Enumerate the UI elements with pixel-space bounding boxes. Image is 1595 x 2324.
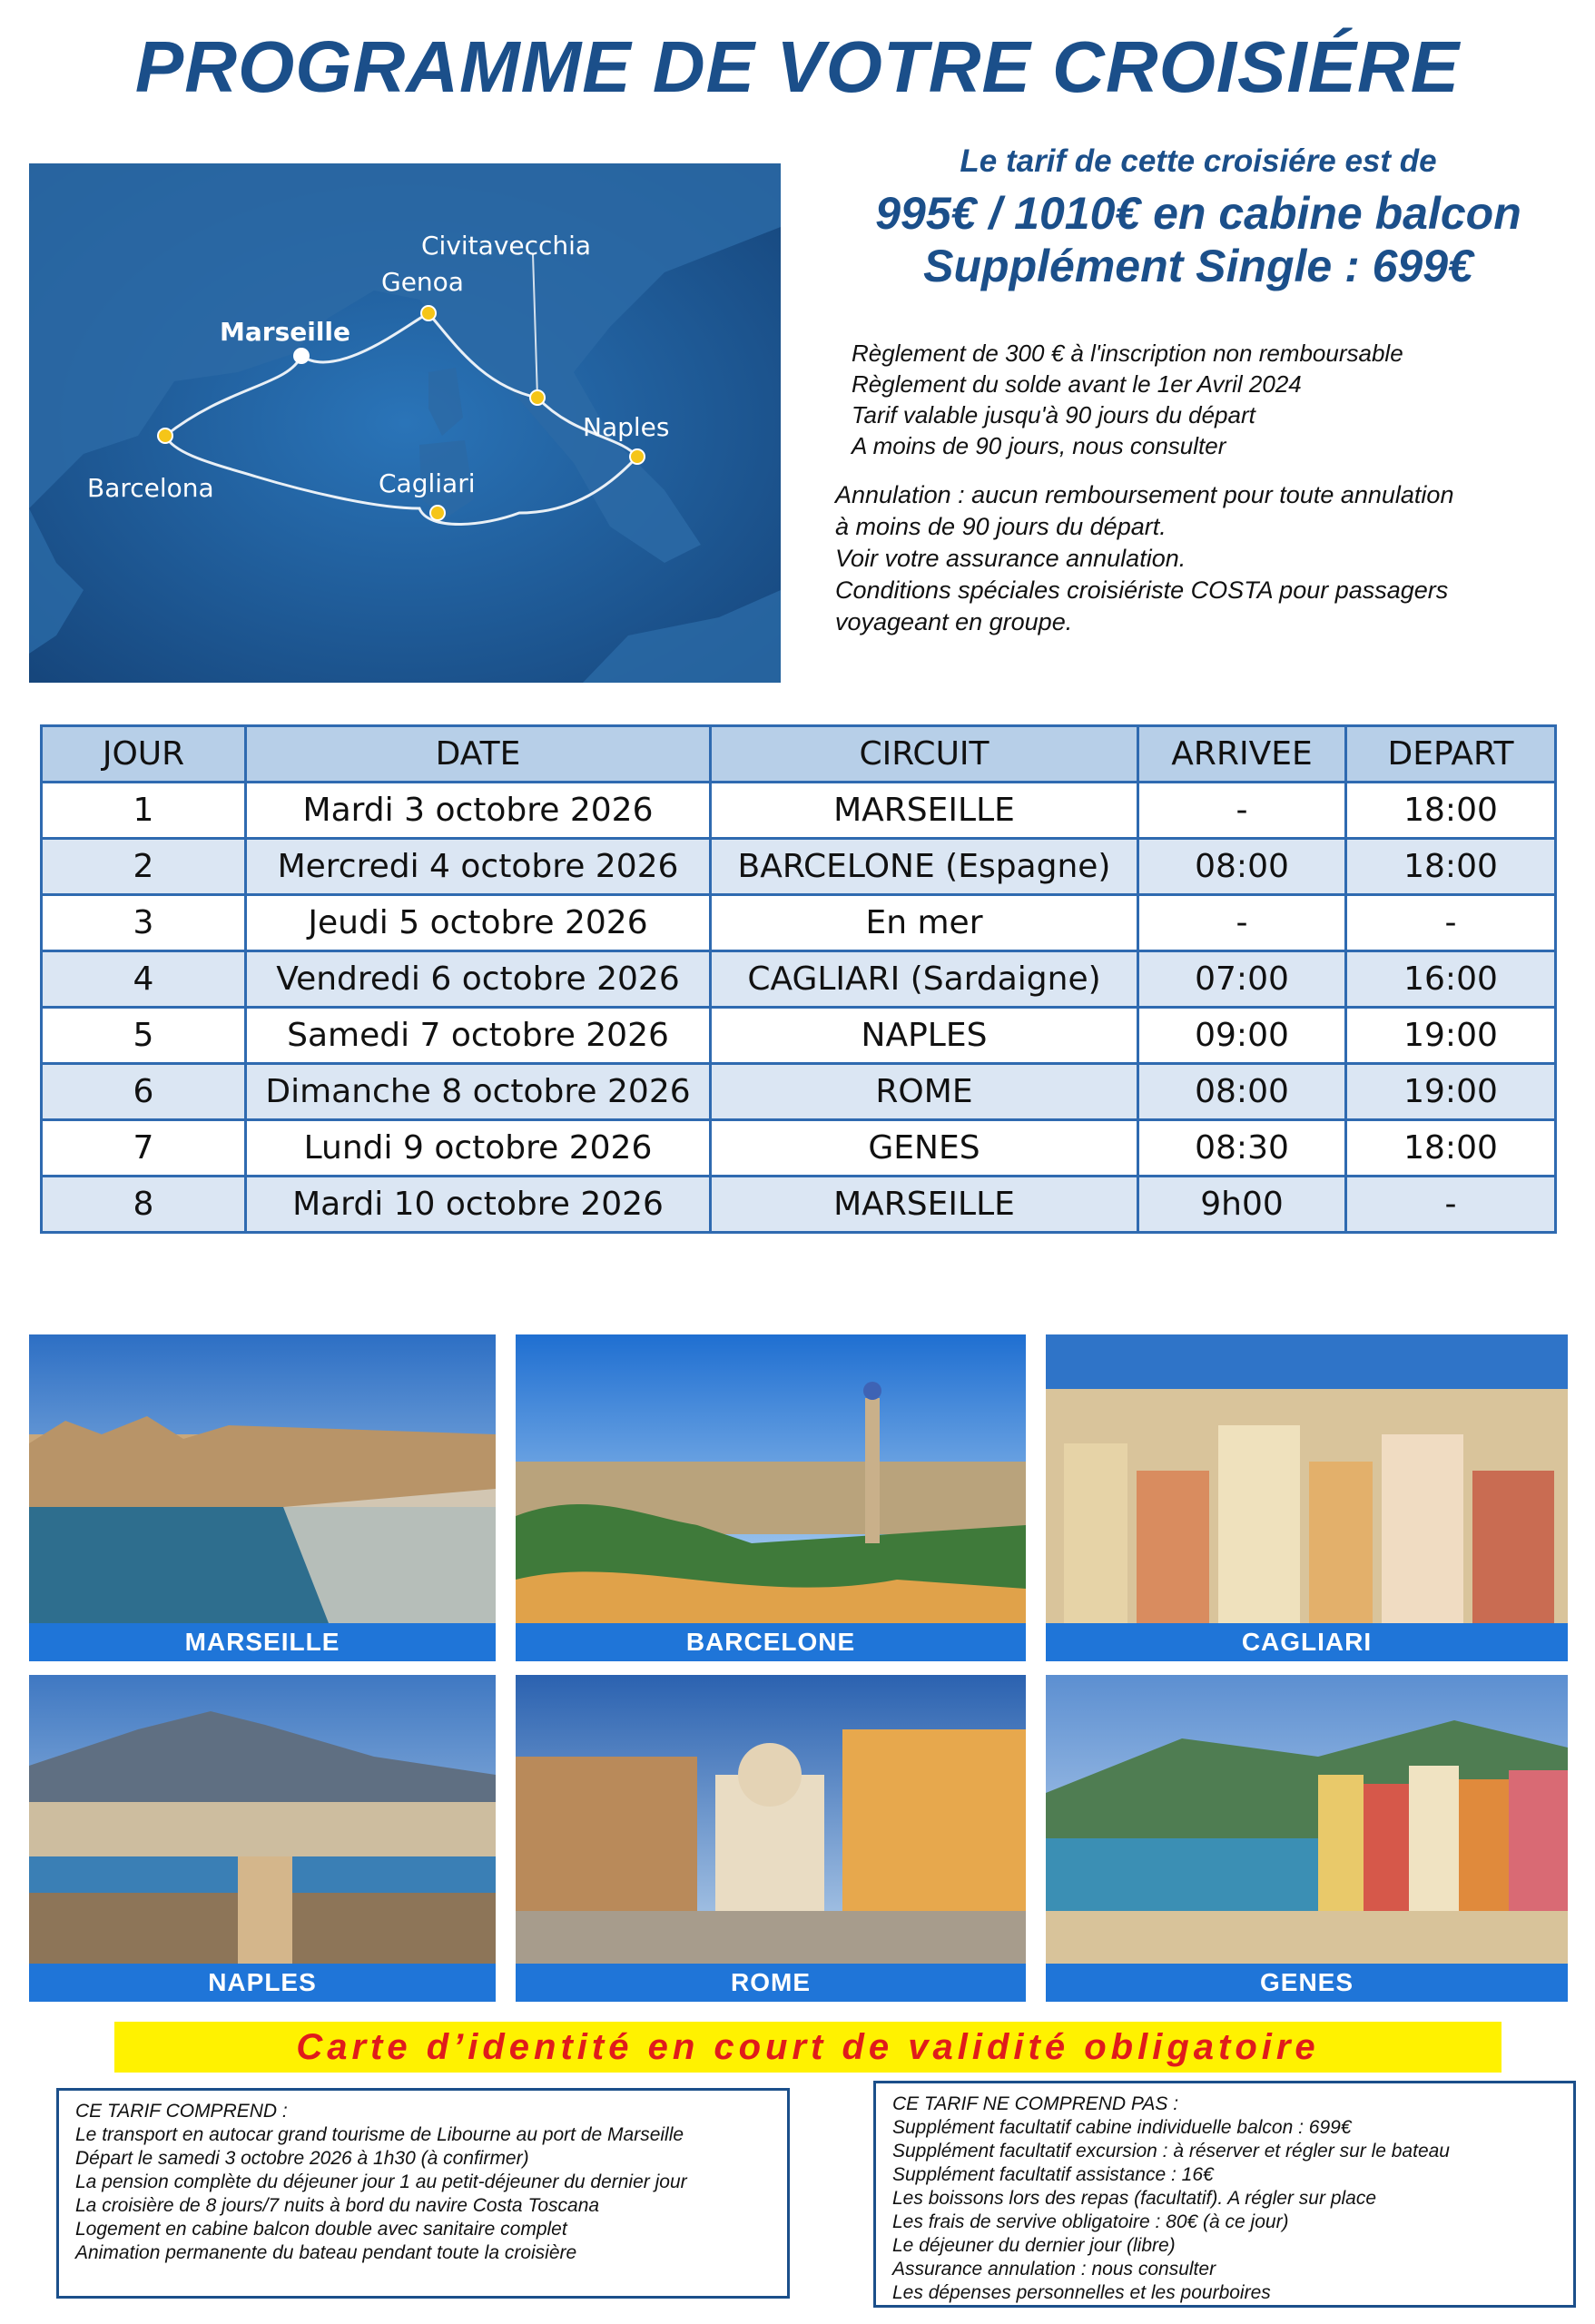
header-arrivee: ARRIVEE bbox=[1138, 726, 1346, 783]
table-row bbox=[42, 951, 1556, 1008]
table-header-row bbox=[42, 726, 1556, 783]
header-jour: JOUR bbox=[42, 726, 246, 783]
photo-label: GENES bbox=[1046, 1964, 1568, 2002]
cell-arrivee: 09:00 bbox=[1138, 1008, 1346, 1064]
excluded-title: CE TARIF NE COMPREND PAS : bbox=[892, 2093, 1179, 2114]
photo-label: ROME bbox=[516, 1964, 1026, 2002]
excluded-item: Supplément facultatif assistance : 16€ bbox=[892, 2164, 1214, 2185]
cell-jour: 8 bbox=[42, 1177, 246, 1233]
page-title: PROGRAMME DE VOTRE CROISIÉRE bbox=[134, 26, 1461, 107]
cancel-line: Conditions spéciales croisiériste COSTA pour passagers bbox=[835, 576, 1449, 604]
excluded-box bbox=[873, 2081, 1576, 2308]
label-cagliari: Cagliari bbox=[379, 468, 476, 498]
payment-line: Règlement de 300 € à l'inscription non remboursable bbox=[852, 340, 1403, 367]
cell-date: Lundi 9 octobre 2026 bbox=[246, 1120, 711, 1177]
photo-naples bbox=[29, 1675, 496, 2002]
payment-line: A moins de 90 jours, nous consulter bbox=[852, 432, 1226, 459]
label-civitavecchia: Civitavecchia bbox=[421, 231, 592, 261]
included-item: Départ le samedi 3 octobre 2026 à 1h30 (à confirmer) bbox=[75, 2148, 529, 2169]
table-row bbox=[42, 895, 1556, 951]
cell-circuit: En mer bbox=[711, 895, 1138, 951]
header-depart: DEPART bbox=[1346, 726, 1556, 783]
marseille-photo-image bbox=[29, 1334, 496, 1661]
cell-date: Mercredi 4 octobre 2026 bbox=[246, 839, 711, 895]
photo-label: NAPLES bbox=[29, 1964, 496, 2002]
cell-arrivee: - bbox=[1138, 783, 1346, 839]
cell-depart: 16:00 bbox=[1346, 951, 1556, 1008]
port-marseille-marker bbox=[294, 349, 309, 363]
cell-circuit: CAGLIARI (Sardaigne) bbox=[711, 951, 1138, 1008]
photo-cagliari bbox=[1046, 1334, 1568, 1661]
port-genoa-marker bbox=[421, 306, 436, 320]
cell-jour: 2 bbox=[42, 839, 246, 895]
photo-rome bbox=[516, 1675, 1026, 2002]
included-item: La pension complète du déjeuner jour 1 au petit-déjeuner du dernier jour bbox=[75, 2171, 687, 2192]
cell-jour: 1 bbox=[42, 783, 246, 839]
cell-jour: 6 bbox=[42, 1064, 246, 1120]
payment-line: Règlement du solde avant le 1er Avril 2024 bbox=[852, 370, 1302, 398]
cell-circuit: ROME bbox=[711, 1064, 1138, 1120]
price-single: Supplément Single : 699€ bbox=[923, 241, 1473, 291]
cell-circuit: NAPLES bbox=[711, 1008, 1138, 1064]
table-row bbox=[42, 1064, 1556, 1120]
port-naples-marker bbox=[630, 449, 645, 464]
excluded-item: Les boissons lors des repas (facultatif). A régler sur place bbox=[892, 2188, 1377, 2209]
cell-arrivee: 07:00 bbox=[1138, 951, 1346, 1008]
photo-label: CAGLIARI bbox=[1046, 1623, 1568, 1661]
cell-circuit: GENES bbox=[711, 1120, 1138, 1177]
cell-jour: 5 bbox=[42, 1008, 246, 1064]
included-item: Animation permanente du bateau pendant toute la croisière bbox=[75, 2242, 577, 2263]
table-row bbox=[42, 839, 1556, 895]
payment-conditions bbox=[852, 338, 1403, 461]
photo-label: MARSEILLE bbox=[29, 1623, 496, 1661]
photo-genes bbox=[1046, 1675, 1568, 2002]
cell-date: Vendredi 6 octobre 2026 bbox=[246, 951, 711, 1008]
label-genoa: Genoa bbox=[381, 267, 464, 297]
cell-depart: 19:00 bbox=[1346, 1008, 1556, 1064]
header-circuit: CIRCUIT bbox=[711, 726, 1138, 783]
cancel-line: à moins de 90 jours du départ. bbox=[835, 513, 1167, 540]
header-date: DATE bbox=[246, 726, 711, 783]
photo-label: BARCELONE bbox=[516, 1623, 1026, 1661]
excluded-item: Supplément facultatif cabine individuelle balcon : 699€ bbox=[892, 2117, 1352, 2138]
cancel-line: Voir votre assurance annulation. bbox=[835, 545, 1186, 572]
naples-photo-image bbox=[29, 1675, 496, 2002]
excluded-item: Supplément facultatif excursion : à réserver et régler sur le bateau bbox=[892, 2141, 1450, 2162]
label-naples: Naples bbox=[583, 412, 670, 442]
photo-marseille bbox=[29, 1334, 496, 1661]
cell-date: Mardi 3 octobre 2026 bbox=[246, 783, 711, 839]
port-barcelona-marker bbox=[158, 428, 172, 443]
cell-date: Mardi 10 octobre 2026 bbox=[246, 1177, 711, 1233]
photo-barcelone bbox=[516, 1334, 1026, 1661]
cagliari-photo-image bbox=[1046, 1334, 1568, 1661]
cell-date: Jeudi 5 octobre 2026 bbox=[246, 895, 711, 951]
cell-date: Dimanche 8 octobre 2026 bbox=[246, 1064, 711, 1120]
excluded-item: Les frais de servive obligatoire : 80€ (à ce jour) bbox=[892, 2211, 1289, 2232]
port-cagliari-marker bbox=[430, 506, 445, 520]
included-item: La croisière de 8 jours/7 nuits à bord du navire Costa Toscana bbox=[75, 2195, 600, 2216]
cell-jour: 4 bbox=[42, 951, 246, 1008]
port-civitavecchia-marker bbox=[530, 390, 545, 405]
cell-depart: - bbox=[1346, 895, 1556, 951]
cell-arrivee: - bbox=[1138, 895, 1346, 951]
included-item: Le transport en autocar grand tourisme de Libourne au port de Marseille bbox=[75, 2124, 684, 2145]
cell-date: Samedi 7 octobre 2026 bbox=[246, 1008, 711, 1064]
table-row bbox=[42, 783, 1556, 839]
table-row bbox=[42, 1177, 1556, 1233]
table-row bbox=[42, 1008, 1556, 1064]
route-map bbox=[29, 163, 781, 683]
cell-arrivee: 08:30 bbox=[1138, 1120, 1346, 1177]
genes-photo-image bbox=[1046, 1675, 1568, 2002]
cell-arrivee: 9h00 bbox=[1138, 1177, 1346, 1233]
cell-circuit: MARSEILLE bbox=[711, 1177, 1138, 1233]
cancel-line: voyageant en groupe. bbox=[835, 608, 1073, 635]
cell-depart: - bbox=[1346, 1177, 1556, 1233]
cell-jour: 7 bbox=[42, 1120, 246, 1177]
rome-photo-image bbox=[516, 1675, 1026, 2002]
payment-line: Tarif valable jusqu'à 90 jours du départ bbox=[852, 401, 1255, 428]
id-card-banner: Carte d’identité en court de validité obligatoire bbox=[114, 2022, 1501, 2073]
cell-circuit: BARCELONE (Espagne) bbox=[711, 839, 1138, 895]
table-row bbox=[42, 1120, 1556, 1177]
cell-arrivee: 08:00 bbox=[1138, 1064, 1346, 1120]
cell-circuit: MARSEILLE bbox=[711, 783, 1138, 839]
cell-depart: 18:00 bbox=[1346, 1120, 1556, 1177]
map-graphic bbox=[29, 163, 781, 683]
cell-depart: 18:00 bbox=[1346, 839, 1556, 895]
label-barcelona: Barcelona bbox=[87, 473, 214, 503]
cell-depart: 18:00 bbox=[1346, 783, 1556, 839]
price-main: 995€ / 1010€ en cabine balcon bbox=[875, 188, 1521, 239]
label-marseille: Marseille bbox=[220, 317, 351, 347]
excluded-item: Assurance annulation : nous consulter bbox=[892, 2259, 1216, 2280]
included-box bbox=[56, 2088, 790, 2299]
excluded-item: Les dépenses personnelles et les pourboires bbox=[892, 2282, 1271, 2303]
included-title: CE TARIF COMPREND : bbox=[75, 2101, 288, 2122]
included-item: Logement en cabine balcon double avec sanitaire complet bbox=[75, 2219, 567, 2240]
cell-arrivee: 08:00 bbox=[1138, 839, 1346, 895]
price-intro: Le tarif de cette croisiére est de bbox=[960, 143, 1437, 179]
barcelone-photo-image bbox=[516, 1334, 1026, 1661]
cell-jour: 3 bbox=[42, 895, 246, 951]
excluded-item: Le déjeuner du dernier jour (libre) bbox=[892, 2235, 1176, 2256]
cell-depart: 19:00 bbox=[1346, 1064, 1556, 1120]
cancel-line: Annulation : aucun remboursement pour toute annulation bbox=[835, 481, 1454, 508]
cancellation-conditions bbox=[835, 479, 1453, 638]
schedule-table bbox=[40, 724, 1557, 1234]
